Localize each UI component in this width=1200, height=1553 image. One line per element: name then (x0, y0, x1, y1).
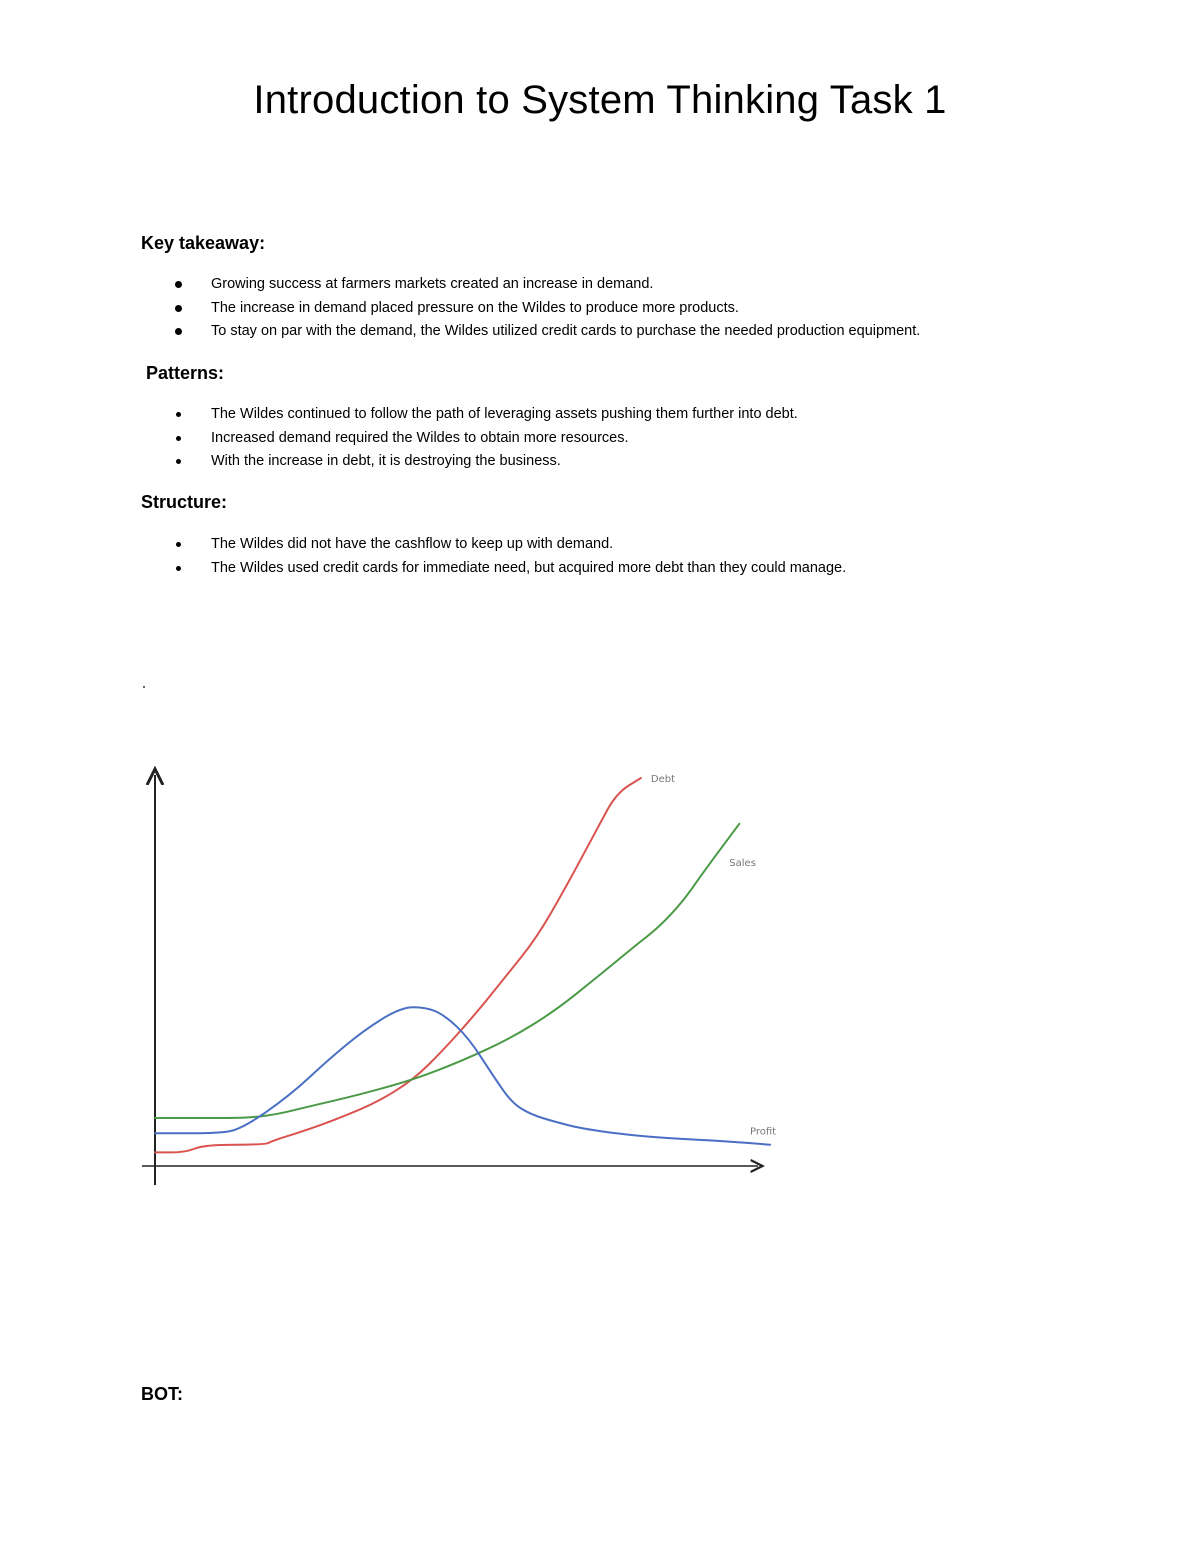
list-item-text: With the increase in debt, it is destroying the business. (211, 453, 561, 469)
list-item (0, 273, 920, 297)
chart-svg (130, 760, 810, 1200)
bot-heading: BOT: (141, 1384, 183, 1404)
stray-mark (143, 686, 145, 688)
list-item (0, 450, 798, 474)
list-item-text: The Wildes used credit cards for immediate need, but acquired more debt than they could manage. (211, 559, 847, 576)
list-item-text: To stay on par with the demand, the Wildes utilized credit cards to purchase the needed production equipment. (211, 323, 921, 339)
patterns-list (0, 403, 798, 474)
list-item-text: Increased demand required the Wildes to obtain more resources. (211, 429, 629, 446)
list-item (0, 427, 798, 451)
list-item (0, 557, 846, 581)
bullet-icon (176, 436, 181, 441)
list-item-text: The Wildes continued to follow the path of leveraging assets pushing them further into debt. (211, 406, 798, 422)
bullet-icon (176, 542, 181, 547)
series-label-profit: Profit (750, 1126, 777, 1138)
series-label-sales: Sales (729, 857, 756, 869)
list-item (0, 320, 920, 344)
list-item (0, 533, 846, 557)
key-takeaway-heading: Key takeaway: (141, 233, 266, 253)
key-takeaway-list (0, 273, 920, 344)
structure-list (0, 533, 846, 580)
list-item-text: Growing success at farmers markets created an increase in demand. (211, 276, 654, 292)
list-item-text: The Wildes did not have the cashflow to keep up with demand. (211, 536, 614, 552)
list-item-text: The increase in demand placed pressure on the Wildes to produce more products. (211, 299, 739, 316)
bullet-icon (176, 459, 181, 464)
page-title: Introduction to System Thinking Task 1 (253, 78, 947, 122)
list-item (0, 403, 798, 427)
patterns-heading: Patterns: (146, 363, 225, 383)
structure-heading: Structure: (141, 492, 228, 512)
list-item (0, 297, 920, 321)
label-layer (651, 774, 776, 1138)
series-label-debt: Debt (650, 774, 676, 785)
series-line-sales (155, 824, 739, 1118)
bullet-icon (175, 281, 182, 288)
bullet-icon (176, 566, 181, 571)
bullet-icon (176, 412, 181, 417)
series-layer (155, 778, 770, 1152)
behavior-over-time-chart (130, 760, 810, 1200)
bullet-icon (175, 328, 182, 335)
bullet-icon (175, 305, 182, 312)
series-line-debt (155, 778, 641, 1152)
